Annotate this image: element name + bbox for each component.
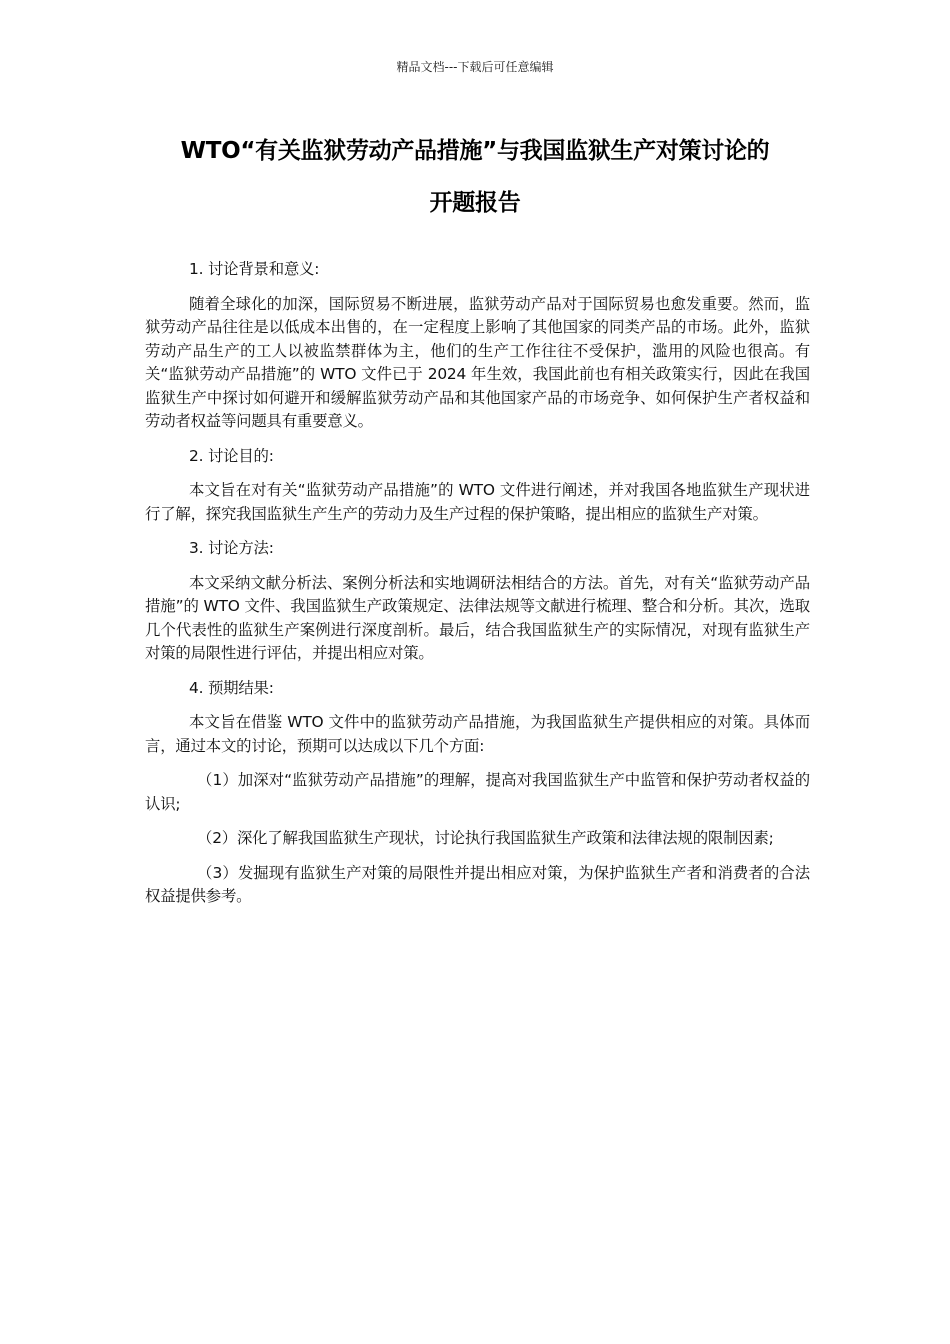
paragraph-purpose: 本文旨在对有关“监狱劳动产品措施”的 WTO 文件进行阐述，并对我国各地监狱生产现状进行了解，探究我国监狱生产生产的劳动力及生产过程的保护策略，提出相应的监狱生产对策。 bbox=[145, 481, 810, 523]
document-title-line-2: 开题报告 bbox=[429, 190, 521, 216]
paragraph-method: 本文采纳文献分析法、案例分析法和实地调研法相结合的方法。首先，对有关“监狱劳动产品措施”的 WTO 文件、我国监狱生产政策规定、法律法规等文献进行梳理、整合和分析。其次，选取几个代表性的监狱生产案例进行深度剖析。最后，结合我国监狱生产的实际情况，对现有监狱生产对策的局限性进行评估，并提出相应对策。 bbox=[145, 573, 810, 662]
header-note: 精品文档---下载后可任意编辑 bbox=[396, 60, 554, 74]
section-heading-purpose: 2. 讨论目的: bbox=[189, 446, 274, 465]
paragraph-background: 随着全球化的加深，国际贸易不断进展，监狱劳动产品对于国际贸易也愈发重要。然而，监狱劳动产品往往是以低成本出售的，在一定程度上影响了其他国家的同类产品的市场。此外，监狱劳动产品生产的工人以被监禁群体为主，他们的生产工作往往不受保护，滥用的风险也很高。有关“监狱劳动产品措施”的 WTO 文件已于 2024 年生效，我国此前也有相关政策实行，因此在我国监狱生产中探讨如何避开和缓解监狱劳动产品和其他国家产品的市场竞争、如何保护生产者权益和劳动者权益等问题具有重要意义。 bbox=[145, 294, 810, 430]
section-heading-method: 3. 讨论方法: bbox=[189, 539, 274, 557]
document-title-line-1: WTO“有关监狱劳动产品措施”与我国监狱生产对策讨论的 bbox=[180, 138, 770, 164]
outcome-item-2: （2）深化了解我国监狱生产现状，讨论执行我国监狱生产政策和法律法规的限制因素; bbox=[197, 829, 774, 847]
paragraph-expected-results: 本文旨在借鉴 WTO 文件中的监狱劳动产品措施，为我国监狱生产提供相应的对策。具体而言，通过本文的讨论，预期可以达成以下几个方面: bbox=[145, 713, 810, 755]
outcome-item-3: （3）发掘现有监狱生产对策的局限性并提出相应对策，为保护监狱生产者和消费者的合法权益提供参考。 bbox=[145, 863, 810, 905]
section-heading-expected-results: 4. 预期结果: bbox=[189, 678, 274, 697]
document-body bbox=[145, 258, 810, 920]
outcome-item-1: （1）加深对“监狱劳动产品措施”的理解，提高对我国监狱生产中监管和保护劳动者权益的认识; bbox=[145, 771, 810, 813]
section-heading-background: 1. 讨论背景和意义: bbox=[189, 260, 320, 278]
